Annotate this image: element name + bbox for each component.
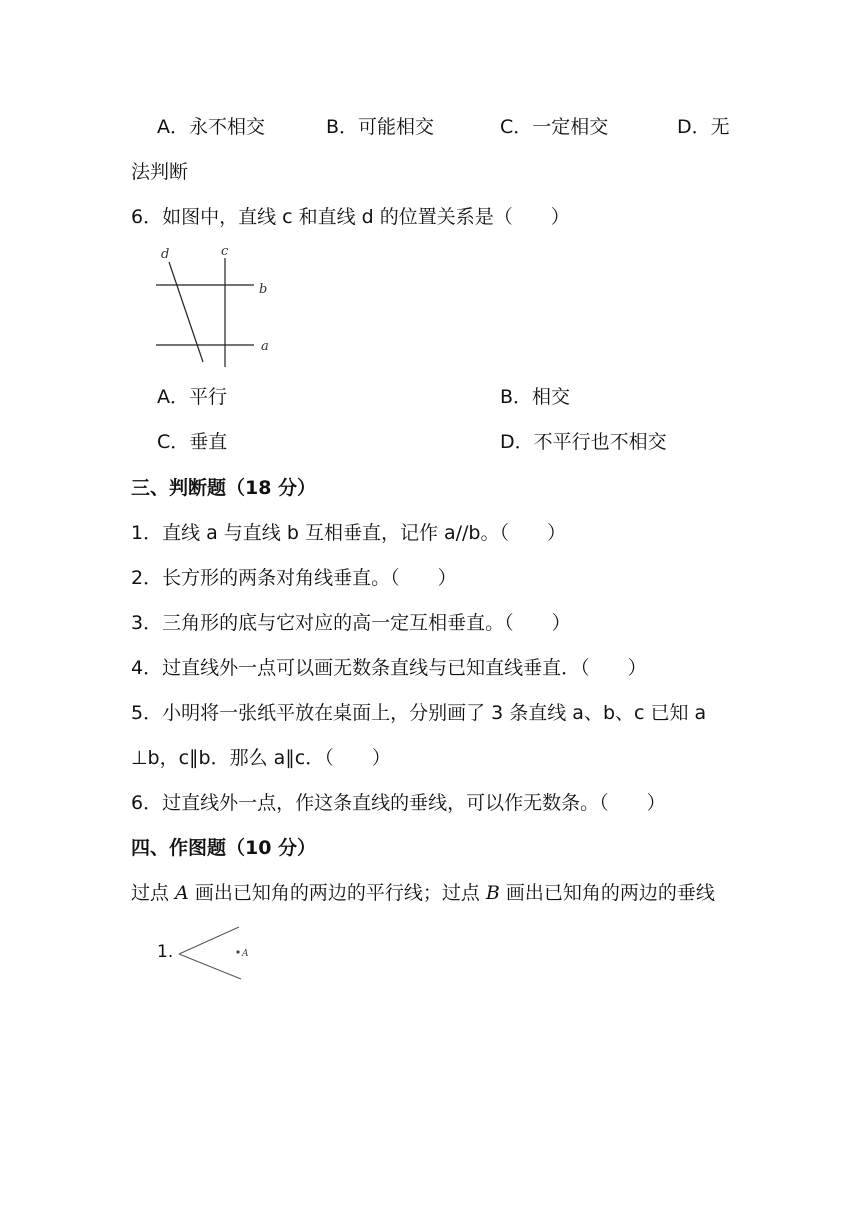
q6-figure	[150, 240, 280, 375]
q5-option-d-continued: 法判断	[131, 161, 189, 183]
judgement-item-1: 1．直线 a 与直线 b 互相垂直，记作 a//b。（ ）	[131, 522, 566, 544]
section3-heading: 三、判断题（18 分）	[131, 477, 317, 499]
instruction-text-2: 画出已知角的两边的平行线；过点	[188, 882, 486, 904]
angle-ray-upper	[179, 927, 239, 954]
q6-option-a: A．平行	[157, 386, 227, 408]
line-d	[169, 262, 203, 362]
q6-option-b: B．相交	[500, 386, 571, 408]
q6-option-c: C．垂直	[157, 431, 228, 453]
label-b: b	[259, 282, 268, 297]
q5-option-d: D．无	[677, 116, 730, 138]
judgement-item-3: 3．三角形的底与它对应的高一定互相垂直。（ ）	[131, 612, 571, 634]
section4-heading: 四、作图题（10 分）	[131, 837, 317, 859]
q6-option-d: D．不平行也不相交	[500, 431, 667, 453]
instruction-text-1: 过点	[131, 882, 176, 904]
q5-option-a: A．永不相交	[157, 116, 265, 138]
angle-figure	[175, 925, 265, 985]
judgement-item-5: 5．小明将一张纸平放在桌面上，分别画了 3 条直线 a、b、c 已知 a	[131, 702, 707, 724]
judgement-item-2: 2．长方形的两条对角线垂直。（ ）	[131, 567, 457, 589]
judgement-item-6: 6．过直线外一点，作这条直线的垂线，可以作无数条。（ ）	[131, 792, 666, 814]
judgement-item-5-continued: ⊥b，c∥b．那么 a∥c．（ ）	[131, 747, 391, 769]
point-a-dot	[236, 950, 239, 953]
label-d: d	[161, 247, 170, 262]
point-a-label: A	[175, 882, 189, 904]
q5-option-b: B．可能相交	[326, 116, 435, 138]
section4-instruction	[131, 881, 715, 905]
point-b-label: B	[485, 882, 500, 904]
q5-option-c: C．一定相交	[500, 116, 609, 138]
judgement-item-4: 4．过直线外一点可以画无数条直线与已知直线垂直．（ ）	[131, 657, 647, 679]
instruction-text-3: 画出已知角的两边的垂线	[499, 882, 715, 904]
drawing-item-1-number: 1.	[157, 942, 174, 962]
q6-stem: 6．如图中，直线 c 和直线 d 的位置关系是（ ）	[131, 206, 570, 228]
angle-ray-lower	[179, 954, 241, 979]
angle-point-label: A	[242, 949, 249, 959]
label-a: a	[261, 339, 269, 354]
label-c: c	[221, 244, 229, 259]
